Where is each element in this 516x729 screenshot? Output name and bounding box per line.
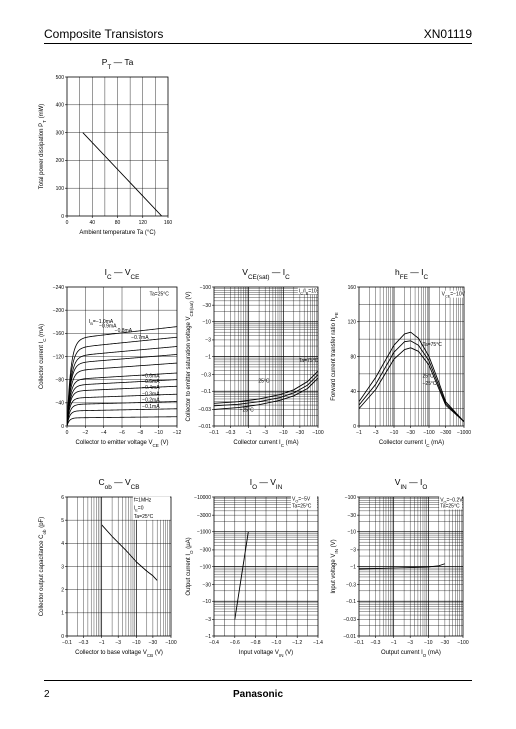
y-axis-label: Input voltage $V_{IN}$ (V) — [331, 539, 339, 594]
y-tick-label: −300 — [199, 547, 211, 554]
y-tick-label: −0.01 — [343, 633, 356, 640]
y-tick-label: −1 — [205, 354, 211, 361]
y-tick-label: 500 — [55, 74, 64, 81]
y-tick-label: 0 — [61, 213, 64, 220]
y-tick-label: 300 — [55, 130, 64, 137]
y-tick-label: 6 — [61, 494, 64, 501]
x-axis-label: Collector to emitter voltage $V_{CE}$ (V) — [75, 440, 169, 448]
y-tick-label: −3000 — [196, 512, 211, 519]
x-tick-label: −0.8 — [250, 640, 261, 646]
y-tick-label: −0.1 — [346, 599, 356, 606]
curve-label: Ta=75°C — [298, 357, 319, 364]
curve-label: −25°C — [422, 381, 437, 388]
x-tick-label: −1 — [356, 430, 362, 436]
condition-note: $V_O=-5V$ — [292, 496, 311, 504]
chart-title: $P_T$ — Ta — [101, 57, 134, 71]
chart-title: $h_{FE}$ — $I_C$ — [394, 267, 429, 281]
y-tick-label: −0.03 — [198, 407, 211, 414]
y-axis-label: Collector to emitter saturation voltage $V_{CE(sat)}$ (V) — [186, 291, 194, 422]
y-tick-label: 200 — [55, 158, 64, 165]
condition-note: f=1MHz — [133, 497, 152, 504]
y-tick-label: −1 — [350, 564, 356, 571]
y-tick-label: −30 — [202, 302, 211, 309]
curve-label: Ta=75°C — [422, 342, 442, 349]
y-tick-label: 400 — [55, 102, 64, 109]
x-tick-label: −30 — [406, 430, 415, 436]
condition-note: $V_{CE}=-10V$ — [441, 291, 465, 299]
grid — [359, 497, 463, 636]
x-tick-label: −0.4 — [209, 640, 219, 646]
condition-note: Ta=25°C — [440, 503, 460, 510]
y-tick-label: −3 — [205, 337, 211, 344]
y-tick-label: 3 — [61, 564, 64, 571]
y-axis-label: Forward current transfer ratio $h_{FE}$ — [331, 312, 339, 401]
x-tick-label: −100 — [423, 430, 435, 436]
x-tick-label: −1.2 — [292, 640, 303, 646]
chart-title: $I_C$ — $V_{CE}$ — [104, 267, 140, 281]
x-tick-label: −6 — [119, 430, 125, 436]
y-tick-label: −3 — [205, 617, 211, 624]
x-tick-label: −0.1 — [62, 640, 72, 646]
x-axis-label: Ambient temperature Ta (°C) — [79, 230, 156, 236]
x-tick-label: −3 — [262, 430, 269, 436]
y-tick-label: −40 — [55, 400, 64, 407]
x-tick-label: −30 — [148, 640, 158, 646]
y-tick-label: 2 — [61, 587, 64, 594]
brand-logo: Panasonic — [232, 689, 284, 700]
y-tick-label: −10 — [347, 529, 356, 536]
curve-label: 25°C — [258, 378, 270, 385]
x-tick-label: −3 — [115, 640, 122, 646]
x-tick-label: 0 — [65, 220, 69, 226]
x-tick-label: −4 — [100, 430, 107, 436]
x-tick-label: −0.6 — [229, 640, 240, 646]
x-tick-label: −1 — [98, 640, 105, 646]
footer-rule — [44, 680, 472, 681]
y-tick-label: −0.1 — [201, 389, 211, 396]
x-tick-label: −3 — [407, 640, 414, 646]
curve-label: −0.5mA — [142, 379, 160, 386]
chart-title: $V_{IN}$ — $I_O$ — [394, 477, 428, 491]
x-tick-label: −100 — [165, 640, 177, 646]
curve-label: −0.7mA — [131, 335, 149, 342]
x-axis-label: Collector to base voltage $V_{CB}$ (V) — [75, 650, 163, 658]
condition-note: Ta=25°C — [133, 513, 154, 520]
y-tick-label: −0.01 — [198, 423, 211, 430]
curve-label: 25°C — [422, 373, 434, 380]
y-tick-label: −80 — [55, 377, 64, 384]
x-tick-label: −1000 — [456, 430, 472, 436]
condition-note: $I_E=0$ — [133, 505, 144, 513]
y-tick-label: −160 — [52, 331, 64, 338]
x-tick-label: −0.3 — [370, 640, 381, 646]
y-tick-label: 4 — [61, 541, 64, 548]
x-tick-label: 120 — [138, 220, 147, 226]
x-tick-label: −10 — [279, 430, 288, 436]
header-part-number: XN01119 — [423, 27, 472, 41]
x-tick-label: −10 — [389, 430, 399, 436]
curve-label: −0.4mA — [142, 384, 160, 391]
y-tick-label: 1 — [61, 610, 64, 617]
x-tick-label: 0 — [65, 430, 69, 436]
header-title: Composite Transistors — [44, 27, 164, 41]
y-tick-label: −0.03 — [343, 617, 356, 624]
x-tick-label: −12 — [172, 430, 182, 436]
x-axis-label: Input voltage $V_{IN}$ (V) — [238, 650, 294, 658]
x-tick-label: −10 — [132, 640, 141, 646]
x-tick-label: −10 — [154, 430, 163, 436]
y-tick-label: −30 — [202, 582, 211, 589]
x-tick-label: −10 — [424, 640, 433, 646]
y-tick-label: 80 — [350, 354, 356, 361]
x-tick-label: −8 — [137, 430, 144, 436]
curve-label: −0.1mA — [142, 404, 160, 411]
x-tick-label: −100 — [312, 430, 324, 436]
x-axis-label: Collector current $I_C$ (mA) — [378, 440, 445, 448]
x-tick-label: −0.1 — [354, 640, 364, 646]
curve-label: −0.9mA — [99, 323, 117, 330]
y-tick-label: −3 — [350, 547, 356, 554]
y-tick-label: −30 — [347, 512, 356, 519]
y-tick-label: 160 — [347, 284, 356, 291]
x-tick-label: 40 — [89, 220, 96, 226]
x-tick-label: −3 — [372, 430, 379, 436]
x-tick-label: −30 — [440, 640, 450, 646]
condition-note: $V_O=-0.2V$ — [440, 497, 463, 505]
y-tick-label: −100 — [344, 494, 356, 501]
x-axis-label: Collector current $I_C$ (mA) — [233, 440, 299, 448]
chart-title: $V_{CE(sat)}$ — $I_C$ — [242, 267, 290, 281]
y-tick-label: −100 — [199, 564, 211, 571]
x-tick-label: −1 — [245, 430, 252, 436]
page-number: 2 — [44, 689, 50, 700]
y-axis-label: Output current $I_O$ (µA) — [186, 537, 194, 596]
y-axis-label: Collector current $I_C$ (mA) — [39, 323, 47, 390]
y-tick-label: 0 — [353, 423, 356, 430]
x-tick-label: 160 — [163, 220, 173, 226]
x-tick-label: −300 — [440, 430, 452, 436]
y-tick-label: −10000 — [194, 494, 211, 501]
y-tick-label: 0 — [61, 633, 64, 640]
y-tick-label: 0 — [61, 423, 64, 430]
x-tick-label: −30 — [295, 430, 305, 436]
chart-title: $I_O$ — $V_{IN}$ — [249, 477, 283, 491]
y-tick-label: −1000 — [196, 529, 211, 536]
y-tick-label: −10 — [202, 319, 211, 326]
y-axis-label: Collector output capacitance $C_{ob}$ (pF) — [39, 516, 47, 617]
x-axis-label: Output current $I_O$ (mA) — [381, 650, 441, 658]
chart-title: $C_{ob}$ — $V_{CB}$ — [98, 477, 140, 491]
condition-note: Ta=25°C — [292, 503, 312, 510]
curve-label: −0.8mA — [114, 328, 133, 335]
curve-label: $I_B=-1.0mA$ — [89, 318, 114, 326]
y-axis-label: Total power dissipation $P_T$ (mW) — [39, 103, 47, 190]
y-tick-label: −120 — [52, 354, 64, 361]
x-tick-label: 80 — [114, 220, 121, 226]
curve-label: −25°C — [239, 407, 254, 414]
y-tick-label: −200 — [52, 307, 64, 314]
x-tick-label: −1.0 — [271, 640, 282, 646]
y-tick-label: 40 — [350, 389, 356, 396]
x-tick-label: −1 — [390, 640, 397, 646]
y-tick-label: 120 — [347, 319, 356, 326]
y-tick-label: 100 — [55, 186, 64, 192]
condition-note: $I_C/I_B=10$ — [298, 288, 317, 296]
y-tick-label: −0.3 — [201, 372, 211, 379]
curve-label: −0.2mA — [142, 397, 160, 404]
x-tick-label: −1.4 — [313, 640, 323, 646]
y-tick-label: −240 — [52, 284, 64, 291]
x-tick-label: −0.3 — [225, 430, 236, 436]
curve-label: −0.3mA — [142, 391, 160, 398]
x-tick-label: −2 — [82, 430, 89, 436]
curve-label: −0.6mA — [142, 373, 160, 380]
x-tick-label: −100 — [457, 640, 469, 646]
x-tick-label: −0.1 — [209, 430, 219, 436]
y-tick-label: −0.3 — [346, 582, 356, 589]
condition-note: Ta=25°C — [149, 291, 169, 298]
y-tick-label: −10 — [202, 599, 211, 606]
y-tick-label: −1 — [205, 633, 211, 640]
x-tick-label: −0.3 — [78, 640, 89, 646]
y-tick-label: 5 — [61, 517, 64, 524]
y-tick-label: −100 — [199, 284, 211, 291]
